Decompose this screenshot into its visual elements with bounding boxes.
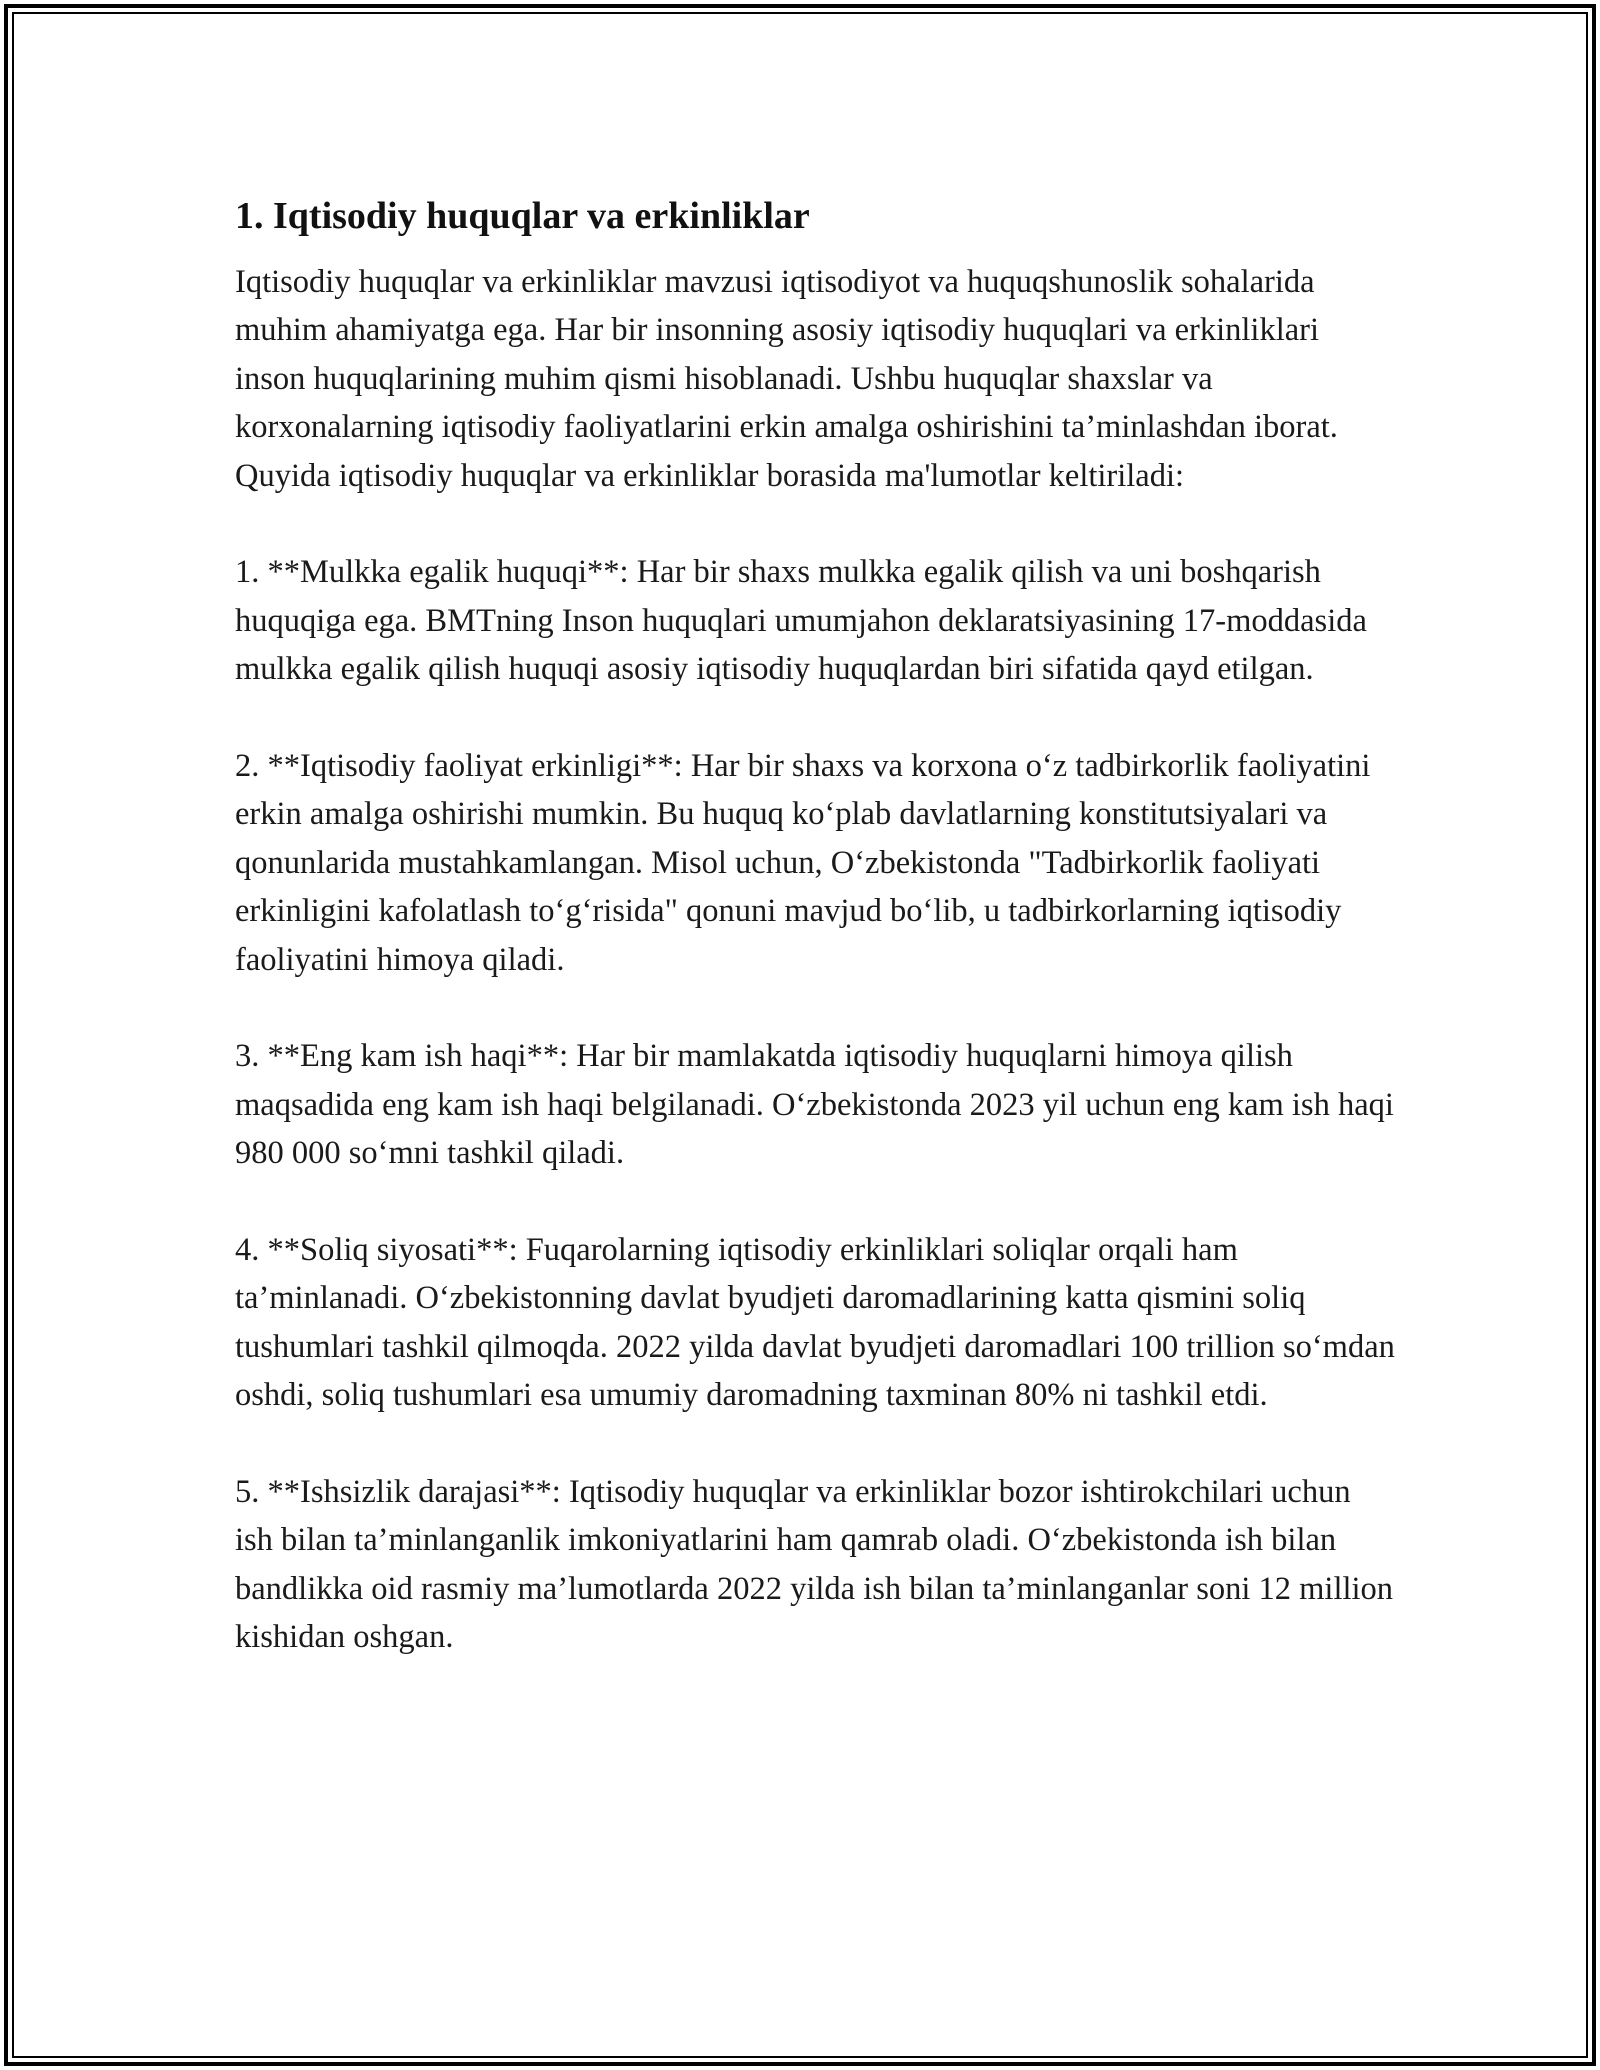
section-heading: 1. Iqtisodiy huquqlar va erkinliklar bbox=[235, 195, 810, 237]
document-body bbox=[235, 190, 1395, 1662]
list-item-minimum-wage: 3. **Eng kam ish haqi**: Har bir mamlakatda iqtisodiy huquqlarni himoya qilish maqsadida eng kam ish haqi belgilanadi. O‘zbekistonda 2023 yil uchun eng kam ish haqi 980 000 so‘mni tashkil qiladi. bbox=[235, 1038, 1394, 1172]
list-item-unemployment: 5. **Ishsizlik darajasi**: Iqtisodiy huquqlar va erkinliklar bozor ishtirokchilari uchun ish bilan ta’minlanganlik imkoniyatlarini ham qamrab oladi. O‘zbekistonda ish bilan bandlikka oid rasmiy ma’lumotlarda 2022 yilda ish bilan ta’minlanganlar soni 12 million kishidan oshgan. bbox=[235, 1474, 1394, 1656]
intro-paragraph: Iqtisodiy huquqlar va erkinliklar mavzusi iqtisodiyot va huquqshunoslik sohalarida muhim ahamiyatga ega. Har bir insonning asosiy iqtisodiy huquqlari va erkinliklari inson huquqlarining muhim qismi hisoblanadi. Ushbu huquqlar shaxslar va korxonalarning iqtisodiy faoliyatlarini erkin amalga oshirishini ta’minlashdan iborat. Quyida iqtisodiy huquqlar va erkinliklar borasida ma'lumotlar keltiriladi: bbox=[235, 264, 1338, 494]
list-item-economic-freedom: 2. **Iqtisodiy faoliyat erkinligi**: Har bir shaxs va korxona o‘z tadbirkorlik faoliyatini erkin amalga oshirishi mumkin. Bu huquq ko‘plab davlatlarning konstitutsiyalari va qonunlarida mustahkamlangan. Misol uchun, O‘zbekistonda "Tadbirkorlik faoliyati erkinligini kafolatlash to‘g‘risida" qonuni mavjud bo‘lib, u tadbirkorlarning iqtisodiy faoliyatini himoya qiladi. bbox=[235, 748, 1371, 978]
list-item-tax-policy: 4. **Soliq siyosati**: Fuqarolarning iqtisodiy erkinliklari soliqlar orqali ham ta’minlanadi. O‘zbekistonning davlat byudjeti daromadlarining katta qismini soliq tushumlari tashkil qilmoqda. 2022 yilda davlat byudjeti daromadlari 100 trillion so‘mdan oshdi, soliq tushumlari esa umumiy daromadning taxminan 80% ni tashkil etdi. bbox=[235, 1232, 1395, 1414]
list-item-property-rights: 1. **Mulkka egalik huquqi**: Har bir shaxs mulkka egalik qilish va uni boshqarish huquqiga ega. BMTning Inson huquqlari umumjahon deklaratsiyasining 17-moddasida mulkka egalik qilish huquqi asosiy iqtisodiy huquqlardan biri sifatida qayd etilgan. bbox=[235, 554, 1367, 688]
